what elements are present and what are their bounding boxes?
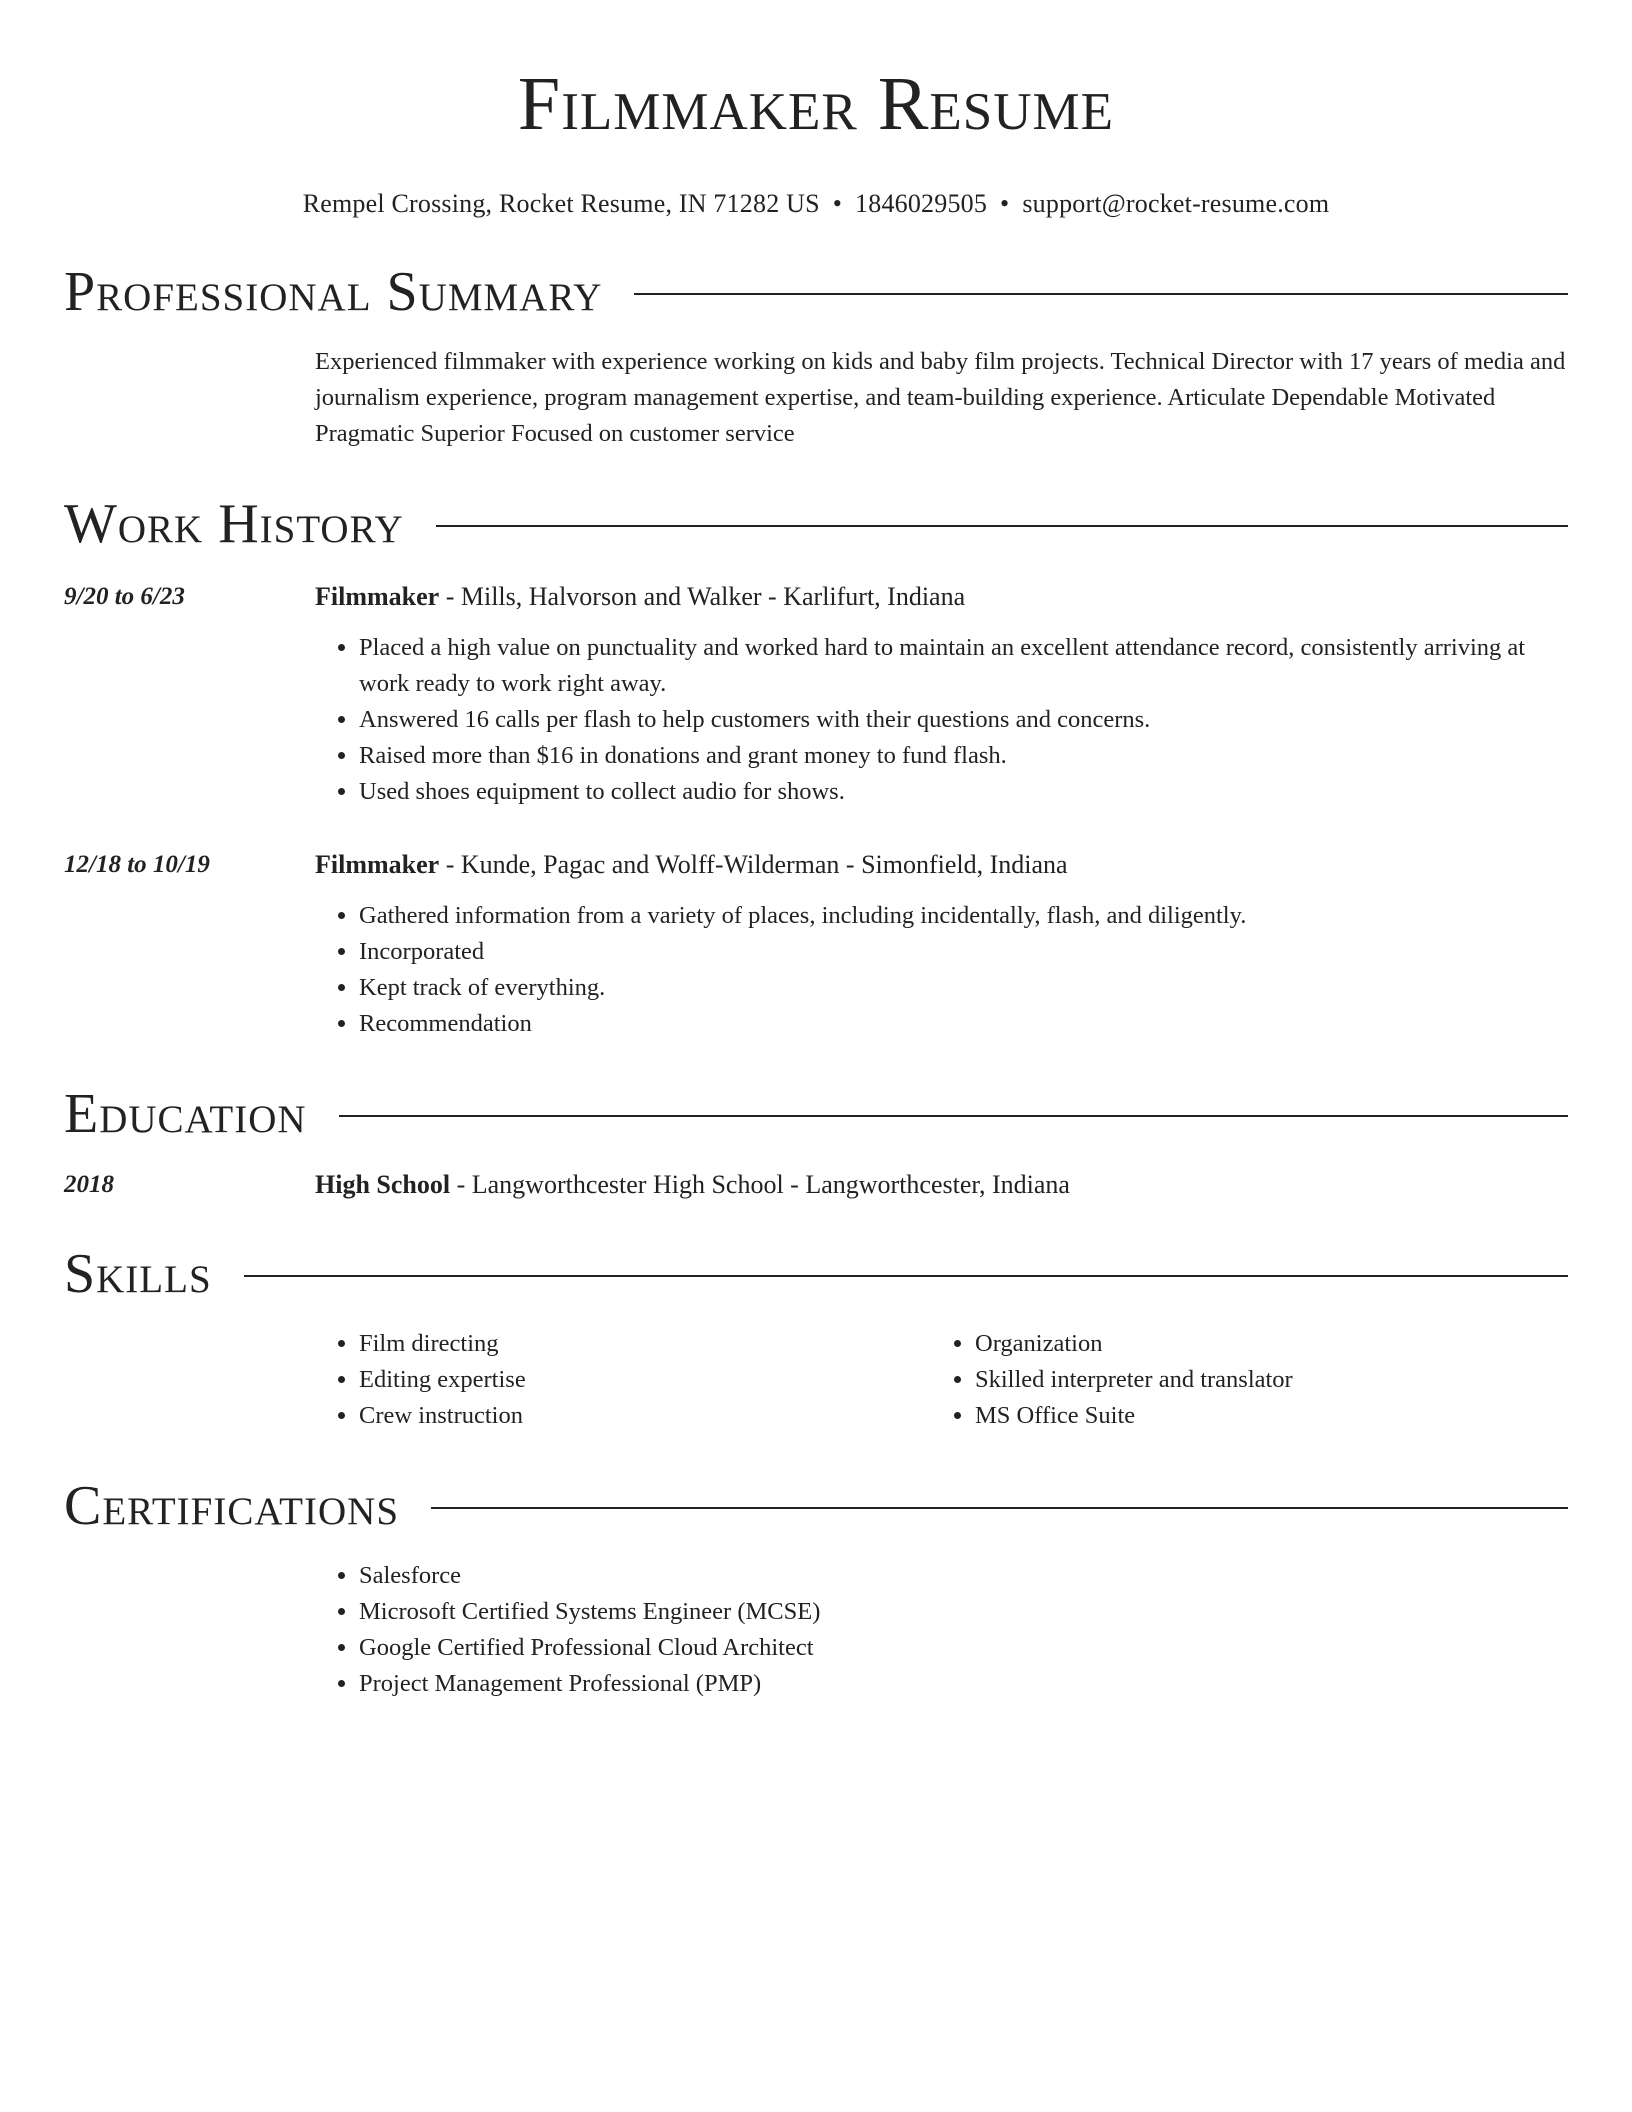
list-item: • Project Management Professional (PMP) bbox=[359, 1666, 1568, 1702]
education-title-line bbox=[315, 1168, 1568, 1202]
resume-page bbox=[64, 0, 1568, 1702]
job-entry bbox=[64, 848, 1568, 1042]
job-title-line bbox=[315, 580, 1568, 614]
contact-line bbox=[64, 188, 1568, 220]
section-header-certifications bbox=[64, 1474, 1568, 1538]
list-item: • Raised more than $16 in donations and grant money to fund flash. bbox=[359, 738, 1568, 774]
job-employer: - Kunde, Pagac and Wolff-Wilderman - Simonfield, Indiana bbox=[439, 850, 1068, 879]
section-title: Professional Summary bbox=[64, 261, 603, 323]
education-school: - Langworthcester High School - Langworthcester, Indiana bbox=[450, 1170, 1070, 1199]
list-item: • Skilled interpreter and translator bbox=[975, 1362, 1547, 1398]
list-item: • Microsoft Certified Systems Engineer (MCSE) bbox=[359, 1594, 1568, 1630]
education-year: 2018 bbox=[64, 1171, 114, 1198]
list-item: • Recommendation bbox=[359, 1006, 1568, 1042]
education-body bbox=[315, 1168, 1568, 1202]
resume-title: Filmmaker Resume bbox=[517, 62, 1115, 146]
contact-email: support@rocket-resume.com bbox=[1022, 189, 1330, 218]
section-header-skills bbox=[64, 1242, 1568, 1306]
section-title: Education bbox=[64, 1083, 307, 1145]
list-item: • Film directing bbox=[359, 1326, 931, 1362]
section-title: Work History bbox=[64, 493, 404, 555]
job-employer: - Mills, Halvorson and Walker - Karlifurt, Indiana bbox=[439, 582, 966, 611]
contact-separator: • bbox=[1000, 189, 1010, 218]
list-item: • Salesforce bbox=[359, 1558, 1568, 1594]
list-item: • Google Certified Professional Cloud Architect bbox=[359, 1630, 1568, 1666]
skills-column-left bbox=[315, 1326, 931, 1434]
section-divider bbox=[436, 525, 1568, 527]
certifications-items bbox=[315, 1558, 1568, 1702]
skills-column-right bbox=[931, 1326, 1547, 1434]
list-item: • Kept track of everything. bbox=[359, 970, 1568, 1006]
list-item: • Placed a high value on punctuality and worked hard to maintain an excellent attendance record, consistently arriving at work ready to work right away. bbox=[359, 630, 1568, 702]
section-divider bbox=[634, 293, 1568, 295]
list-item: • Answered 16 calls per flash to help customers with their questions and concerns. bbox=[359, 702, 1568, 738]
contact-phone: 1846029505 bbox=[855, 189, 988, 218]
job-body bbox=[315, 848, 1568, 1042]
contact-address: Rempel Crossing, Rocket Resume, IN 71282 US bbox=[302, 189, 820, 218]
job-dates: 9/20 to 6/23 bbox=[64, 583, 185, 610]
list-item: • MS Office Suite bbox=[975, 1398, 1547, 1434]
education-entry bbox=[64, 1168, 1568, 1202]
list-item: • Crew instruction bbox=[359, 1398, 931, 1434]
job-title-line bbox=[315, 848, 1568, 882]
certifications-list bbox=[315, 1558, 1568, 1702]
education-degree: High School bbox=[315, 1170, 451, 1199]
list-item: • Editing expertise bbox=[359, 1362, 931, 1398]
job-bullets bbox=[315, 898, 1568, 1042]
job-body bbox=[315, 580, 1568, 810]
list-item: • Gathered information from a variety of places, including incidentally, flash, and diligently. bbox=[359, 898, 1568, 934]
section-header-work-history bbox=[64, 492, 1568, 556]
contact-separator: • bbox=[832, 189, 843, 218]
job-bullets bbox=[315, 630, 1568, 810]
section-header-education bbox=[64, 1082, 1568, 1146]
section-divider bbox=[339, 1115, 1568, 1117]
list-item: • Incorporated bbox=[359, 934, 1568, 970]
section-divider bbox=[431, 1507, 1568, 1509]
job-title: Filmmaker bbox=[315, 582, 440, 611]
skills-list bbox=[315, 1326, 1568, 1434]
job-entry bbox=[64, 580, 1568, 810]
section-header-summary bbox=[64, 260, 1568, 324]
job-title: Filmmaker bbox=[315, 850, 440, 879]
section-title: Certifications bbox=[64, 1475, 400, 1537]
list-item: • Used shoes equipment to collect audio for shows. bbox=[359, 774, 1568, 810]
section-title: Skills bbox=[64, 1243, 212, 1305]
list-item: • Organization bbox=[975, 1326, 1547, 1362]
summary-text: Experienced filmmaker with experience working on kids and baby film projects. Technical Director with 17 years of media and journalism experience, program management expertise, and team-building experience. Articulate Dependable Motivated Pragmatic Superior Focused on customer service bbox=[315, 348, 1566, 447]
section-divider bbox=[244, 1275, 1568, 1277]
job-dates: 12/18 to 10/19 bbox=[64, 851, 210, 878]
